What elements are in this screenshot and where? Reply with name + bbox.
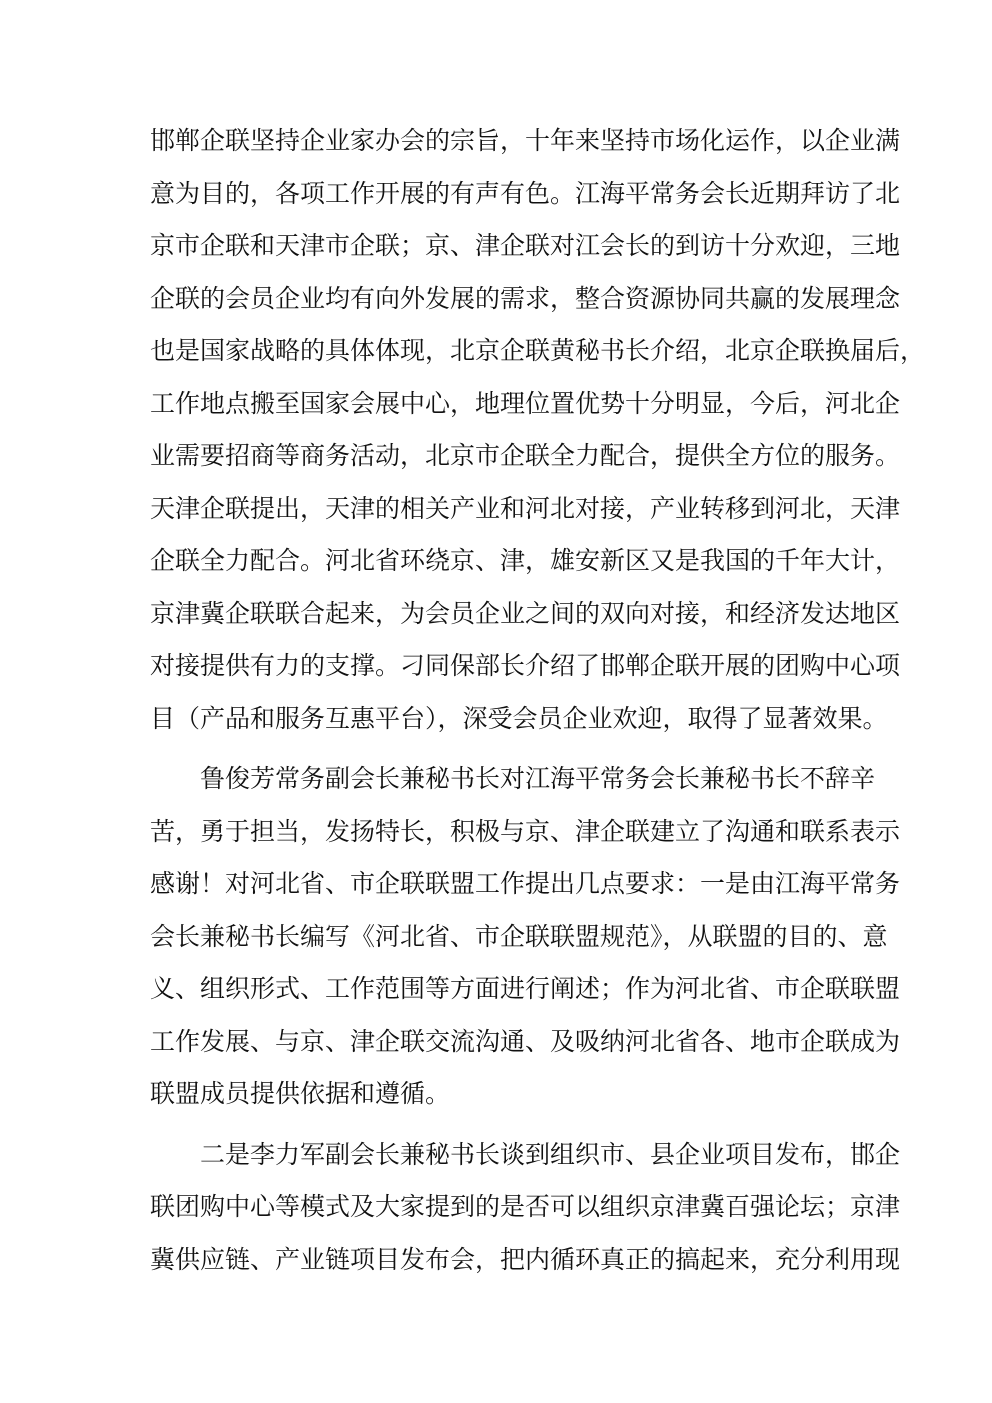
text-line: 苦，勇于担当，发扬特长，积极与京、津企联建立了沟通和联系表示 <box>150 816 901 846</box>
text-line: 企联全力配合。河北省环绕京、津，雄安新区又是我国的千年大计， <box>150 546 901 575</box>
text-line: 邯郸企联坚持企业家办会的宗旨，十年来坚持市场化运作，以企业满 <box>150 126 901 155</box>
document-body <box>150 115 926 1286</box>
text-line: 冀供应链、产业链项目发布会，把内循环真正的搞起来，充分利用现 <box>150 1244 901 1274</box>
text-line: 意为目的，各项工作开展的有声有色。江海平常务会长近期拜访了北 <box>150 178 901 208</box>
text-line: 义、组织形式、工作范围等方面进行阐述；作为河北省、市企联联盟 <box>150 974 901 1003</box>
text-line: 联团购中心等模式及大家提到的是否可以组织京津冀百强论坛；京津 <box>150 1192 901 1221</box>
text-line: 业需要招商等商务活动，北京市企联全力配合，提供全方位的服务。 <box>150 441 901 470</box>
text-line: 企联的会员企业均有向外发展的需求，整合资源协同共赢的发展理念 <box>150 283 901 313</box>
paragraph-gap <box>150 1121 845 1129</box>
text-line: 也是国家战略的具体体现，北京企联黄秘书长介绍，北京企联换届后， <box>150 336 926 365</box>
text-line: 天津企联提出，天津的相关产业和河北对接，产业转移到河北，天津 <box>150 493 901 523</box>
paragraph-gap <box>150 745 845 753</box>
text-line: 京市企联和天津市企联；京、津企联对江会长的到访十分欢迎，三地 <box>150 231 901 260</box>
paragraph-2 <box>150 753 901 1121</box>
text-line: 感谢！对河北省、市企联联盟工作提出几点要求：一是由江海平常务 <box>150 869 901 898</box>
text-line: 二是李力军副会长兼秘书长谈到组织市、县企业项目发布，邯企 <box>200 1139 901 1169</box>
paragraph-1 <box>150 115 926 745</box>
text-line: 工作地点搬至国家会展中心，地理位置优势十分明显，今后，河北企 <box>150 388 901 418</box>
paragraph-3 <box>150 1129 901 1287</box>
text-line: 对接提供有力的支撑。刁同保部长介绍了邯郸企联开展的团购中心项 <box>150 651 901 680</box>
text-line: 京津冀企联联合起来，为会员企业之间的双向对接，和经济发达地区 <box>150 598 901 628</box>
text-line: 目（产品和服务互惠平台），深受会员企业欢迎，取得了显著效果。 <box>150 703 888 733</box>
text-line: 工作发展、与京、津企联交流沟通、及吸纳河北省各、地市企联成为 <box>150 1026 901 1056</box>
text-line: 联盟成员提供依据和遵循。 <box>150 1079 451 1108</box>
text-line: 鲁俊芳常务副会长兼秘书长对江海平常务会长兼秘书长不辞辛 <box>200 764 876 793</box>
text-line: 会长兼秘书长编写《河北省、市企联联盟规范》，从联盟的目的、意 <box>150 921 888 951</box>
